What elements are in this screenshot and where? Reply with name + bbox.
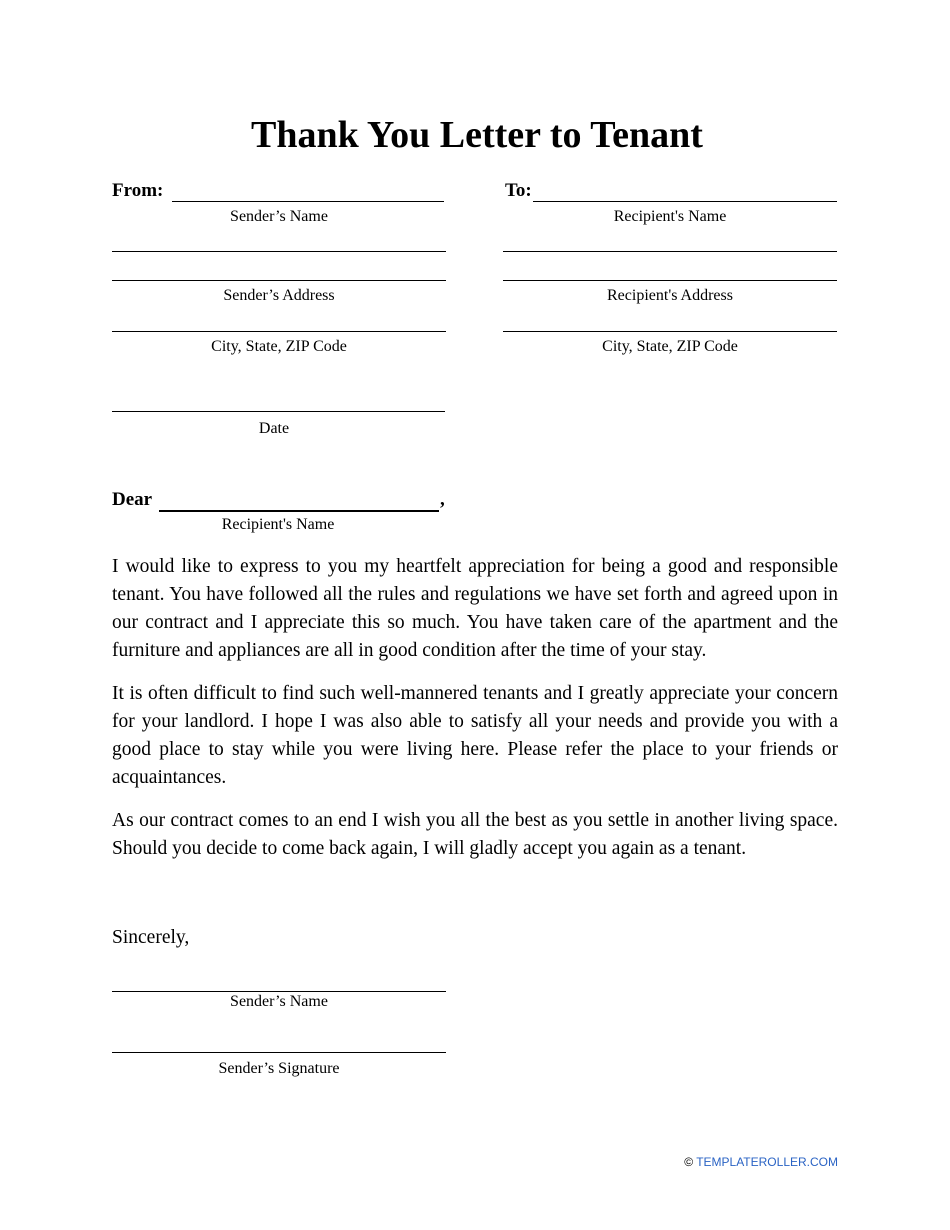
- dear-label: Dear: [112, 489, 153, 510]
- recipient-city-line[interactable]: [503, 331, 837, 332]
- sender-address-caption: Sender’s Address: [223, 287, 335, 304]
- salutation-caption: Recipient's Name: [221, 516, 335, 533]
- recipient-name-caption: Recipient's Name: [613, 208, 727, 225]
- recipient-address-line-1[interactable]: [503, 251, 837, 252]
- recipient-address-line-2[interactable]: [503, 280, 837, 281]
- recipient-address-caption: Recipient's Address: [607, 287, 733, 304]
- salutation-comma: ,: [440, 489, 445, 510]
- signature-caption: Sender’s Signature: [218, 1060, 340, 1077]
- body-paragraph-1: I would like to express to you my heartfelt appreciation for being a good and responsible tenant. You have followed all the rules and regulations we have set forth and agreed upon in our contract and I appreciate this so much. You have taken care of the apartment and the furniture and appliances are all in good condition after the time of your stay.: [112, 556, 838, 661]
- signature-line[interactable]: [112, 1052, 446, 1053]
- sender-name-caption: Sender’s Name: [230, 208, 328, 225]
- salutation-name-line[interactable]: [159, 510, 439, 512]
- closing-name-caption: Sender’s Name: [230, 993, 328, 1010]
- copyright-symbol: ©: [684, 1155, 694, 1169]
- sender-name-line[interactable]: [172, 201, 444, 202]
- date-caption: Date: [258, 420, 290, 437]
- sender-city-line[interactable]: [112, 331, 446, 332]
- recipient-city-caption: City, State, ZIP Code: [602, 338, 738, 355]
- footer: [684, 1154, 838, 1170]
- sender-city-caption: City, State, ZIP Code: [211, 338, 347, 355]
- page-title: Thank You Letter to Tenant: [251, 114, 703, 156]
- sender-address-line-2[interactable]: [112, 280, 446, 281]
- to-label: To:: [505, 180, 532, 201]
- sender-address-line-1[interactable]: [112, 251, 446, 252]
- from-label: From:: [112, 180, 164, 201]
- recipient-name-line[interactable]: [533, 201, 837, 202]
- body-paragraph-3: As our contract comes to an end I wish you all the best as you settle in another living space. Should you decide to come back again, I will gladly accept you again as a tenant.: [112, 810, 838, 859]
- closing-text: Sincerely,: [112, 927, 190, 948]
- body-paragraph-2: It is often difficult to find such well-mannered tenants and I greatly appreciate your concern for your landlord. I hope I was also able to satisfy all your needs and provide you with a good place to stay while you were living here. Please refer the place to your friends or acquaintances.: [112, 683, 838, 788]
- templateroller-link[interactable]: TEMPLATEROLLER.COM: [696, 1155, 838, 1169]
- date-line[interactable]: [112, 411, 445, 412]
